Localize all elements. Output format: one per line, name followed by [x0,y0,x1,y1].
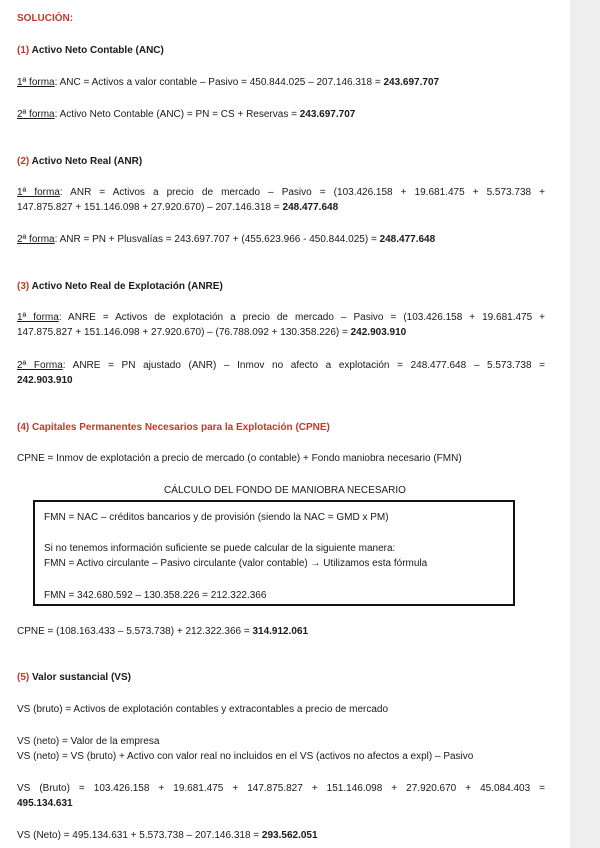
section-3-title: Activo Neto Real de Explotación (ANRE) [29,281,223,292]
vs-bruto-calculation: VS (Bruto) = 103.426.158 + 19.681.475 + 147.875.827 + 151.146.098 + 27.920.670 + 45.084.403 = [17,783,545,794]
anr-formula-1-result: 248.477.648 [282,202,339,213]
anc-formula-2 [17,108,355,121]
section-1-number: (1) [17,45,30,56]
fmn-box-line-2: Si no tenemos información suficiente se puede calcular de la siguiente manera: [44,543,396,554]
section-1-heading [17,44,164,57]
anr-formula-2-text: : ANR = PN + Plusvalías = 243.697.707 + (455.623.966 - 450.844.025) = [54,234,380,245]
anc-formula-1 [17,76,439,89]
page-margin-edge [570,0,600,848]
vs-bruto-result: 495.134.631 [17,798,73,809]
cpne-result: 314.912.061 [252,626,309,637]
cpne-calculation [17,625,308,638]
anre-formula-1-text: : ANRE = Activos de explotación a precio de mercado – Pasivo = (103.426.158 + 19.681.475 + [58,312,545,323]
anr-formula-1-label: 1ª forma [17,187,60,198]
vs-neto-calculation [17,829,318,842]
vs-neto-definition-2: VS (neto) = VS (bruto) + Activo con valor real no incluidos en el VS (activos no afectos a expl) – Pasivo [17,751,474,762]
cpne-definition: CPNE = Inmov de explotación a precio de mercado (o contable) + Fondo maniobra necesario (FMN) [17,453,462,464]
fmn-box-line-1: FMN = NAC – créditos bancarios y de provisión (siendo la NAC = GMD x PM) [44,512,389,523]
anc-formula-1-text: : ANC = Activos a valor contable – Pasivo = 450.844.025 – 207.146.318 = [54,77,384,88]
anr-formula-1-text-2: 147.875.827 + 151.146.098 + 27.920.670) – 207.146.318 = [17,202,283,213]
section-3-heading [17,280,223,293]
anc-formula-2-label: 2ª forma [17,109,55,120]
section-5-title: Valor sustancial (VS) [29,672,131,683]
anc-formula-1-label: 1ª forma [17,77,55,88]
section-2-title: Activo Neto Real (ANR) [29,156,143,167]
fmn-box-line-3: FMN = Activo circulante – Pasivo circulante (valor contable) → Utilizamos esta fórmula [44,558,428,569]
section-4-heading: (4) Capitales Permanentes Necesarios para la Explotación (CPNE) [17,422,330,433]
fmn-box [33,500,515,606]
anre-formula-2-result: 242.903.910 [17,375,73,386]
section-5-number: (5) [17,672,30,683]
anr-formula-2-result: 248.477.648 [379,234,436,245]
anre-formula-1-line-2 [17,326,406,339]
anre-formula-2-label: 2ª Forma [17,360,63,371]
anc-formula-2-text: : Activo Neto Contable (ANC) = PN = CS + Reservas = [54,109,300,120]
anc-formula-2-result: 243.697.707 [299,109,356,120]
anr-formula-1-line-1 [17,186,545,199]
anre-formula-1-line-1 [17,311,545,324]
section-5-heading [17,671,131,684]
vs-bruto-definition: VS (bruto) = Activos de explotación contables y extracontables a precio de mercado [17,704,389,715]
anr-formula-1-text: : ANR = Activos a precio de mercado – Pasivo = (103.426.158 + 19.681.475 + 5.573.738 + [59,187,545,198]
anre-formula-1-result: 242.903.910 [350,327,407,338]
anr-formula-2 [17,233,435,246]
section-2-heading [17,155,142,168]
fmn-calculation-title: CÁLCULO DEL FONDO DE MANIOBRA NECESARIO [164,485,406,496]
section-1-title: Activo Neto Contable (ANC) [29,45,164,56]
section-2-number: (2) [17,156,30,167]
section-3-number: (3) [17,281,30,292]
anr-formula-1-line-2 [17,201,338,214]
anre-formula-1-label: 1ª forma [17,312,59,323]
anc-formula-1-result: 243.697.707 [383,77,440,88]
anre-formula-1-text-2: 147.875.827 + 151.146.098 + 27.920.670) – (76.788.092 + 130.358.226) = [17,327,351,338]
vs-neto-result: 293.562.051 [261,830,318,841]
fmn-box-line-4: FMN = 342.680.592 – 130.358.226 = 212.322.366 [44,590,267,601]
anre-formula-2-text: : ANRE = PN ajustado (ANR) – Inmov no afecto a explotación = 248.477.648 – 5.573.738 = [62,360,545,371]
cpne-calculation-text: CPNE = (108.163.433 – 5.573.738) + 212.322.366 = [17,626,253,637]
anr-formula-2-label: 2ª forma [17,234,55,245]
vs-neto-calculation-text: VS (Neto) = 495.134.631 + 5.573.738 – 207.146.318 = [17,830,262,841]
anre-formula-2-line-1 [17,359,545,372]
vs-neto-definition-1: VS (neto) = Valor de la empresa [17,736,160,747]
solution-title: SOLUCIÓN: [17,13,74,24]
